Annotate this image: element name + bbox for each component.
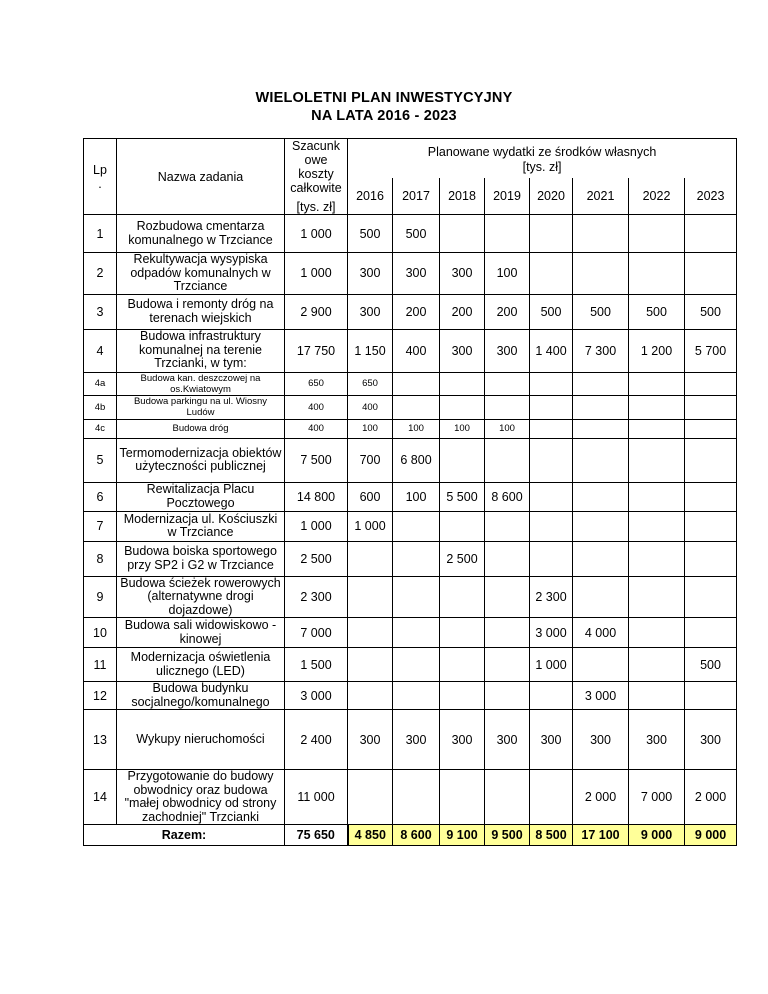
- row-value-2020: [530, 482, 573, 511]
- row-value-2023: [685, 541, 737, 576]
- row-value-2020: 500: [530, 294, 573, 329]
- table-row: [84, 576, 737, 618]
- row-value-2022: [629, 372, 685, 395]
- row-total-cost: 1 000: [285, 215, 348, 253]
- table-row: [84, 329, 737, 372]
- row-total-cost: 7 500: [285, 438, 348, 482]
- row-task-name: Przygotowanie do budowy obwodnicy oraz budowa "małej obwodnicy od strony zachodniej" Trzcianki: [117, 770, 285, 825]
- summary-value-2019: 9 500: [485, 825, 530, 846]
- row-task-name: Budowa dróg: [117, 419, 285, 438]
- row-value-2021: [573, 482, 629, 511]
- row-value-2019: [485, 541, 530, 576]
- row-total-cost: 400: [285, 395, 348, 419]
- row-value-2022: [629, 215, 685, 253]
- row-value-2016: 500: [348, 215, 393, 253]
- row-value-2020: [530, 253, 573, 295]
- row-lp: 1: [84, 215, 117, 253]
- row-value-2023: 500: [685, 648, 737, 682]
- row-value-2016: [348, 576, 393, 618]
- row-value-2023: [685, 253, 737, 295]
- row-value-2020: [530, 682, 573, 710]
- row-task-name: Budowa boiska sportowego przy SP2 i G2 w Trzciance: [117, 541, 285, 576]
- header-year-2016: 2016: [348, 178, 393, 214]
- row-value-2023: 300: [685, 710, 737, 770]
- row-task-name: Budowa i remonty dróg na terenach wiejskich: [117, 294, 285, 329]
- row-value-2021: [573, 648, 629, 682]
- row-value-2023: [685, 372, 737, 395]
- row-total-cost: 17 750: [285, 329, 348, 372]
- row-task-name: Rekultywacja wysypiska odpadów komunalnych w Trzciance: [117, 253, 285, 295]
- row-total-cost: 14 800: [285, 482, 348, 511]
- row-value-2017: [393, 395, 440, 419]
- row-value-2021: [573, 576, 629, 618]
- row-value-2021: [573, 511, 629, 541]
- row-value-2016: [348, 682, 393, 710]
- row-value-2019: [485, 511, 530, 541]
- header-total-l1: Szacunk: [292, 139, 340, 153]
- row-value-2018: 2 500: [440, 541, 485, 576]
- row-value-2016: 100: [348, 419, 393, 438]
- row-lp: 3: [84, 294, 117, 329]
- row-value-2019: 300: [485, 329, 530, 372]
- row-value-2018: 100: [440, 419, 485, 438]
- header-lp-dot: .: [98, 176, 102, 191]
- row-total-cost: 2 400: [285, 710, 348, 770]
- summary-total: 75 650: [285, 825, 348, 846]
- row-value-2023: 2 000: [685, 770, 737, 825]
- row-value-2022: [629, 648, 685, 682]
- row-value-2023: 500: [685, 294, 737, 329]
- table-row: [84, 395, 737, 419]
- row-value-2016: 1 000: [348, 511, 393, 541]
- row-value-2016: 650: [348, 372, 393, 395]
- row-total-cost: 2 300: [285, 576, 348, 618]
- row-value-2022: [629, 541, 685, 576]
- row-value-2023: [685, 438, 737, 482]
- row-task-name: Wykupy nieruchomości: [117, 710, 285, 770]
- document-title: WIELOLETNI PLAN INWESTYCYJNY: [255, 90, 513, 106]
- row-task-name: Rozbudowa cmentarza komunalnego w Trzciance: [117, 215, 285, 253]
- row-value-2023: [685, 395, 737, 419]
- row-value-2018: [440, 682, 485, 710]
- row-lp: 4b: [84, 395, 117, 419]
- row-value-2023: 5 700: [685, 329, 737, 372]
- header-year-2023: 2023: [685, 178, 737, 214]
- header-total-cost: [285, 139, 348, 215]
- row-value-2018: [440, 511, 485, 541]
- row-value-2016: [348, 541, 393, 576]
- row-value-2021: 7 300: [573, 329, 629, 372]
- row-value-2023: [685, 576, 737, 618]
- row-value-2022: [629, 682, 685, 710]
- row-value-2018: [440, 576, 485, 618]
- row-value-2021: 3 000: [573, 682, 629, 710]
- header-year-2018: 2018: [440, 178, 485, 214]
- row-value-2017: [393, 511, 440, 541]
- row-value-2017: [393, 618, 440, 648]
- row-lp: 13: [84, 710, 117, 770]
- row-value-2019: [485, 576, 530, 618]
- row-value-2018: [440, 618, 485, 648]
- row-value-2017: 6 800: [393, 438, 440, 482]
- table-row: [84, 648, 737, 682]
- header-total-l5: [tys. zł]: [296, 200, 336, 214]
- row-total-cost: 11 000: [285, 770, 348, 825]
- table-row: [84, 682, 737, 710]
- row-value-2020: 1 000: [530, 648, 573, 682]
- table-row: [84, 419, 737, 438]
- row-value-2016: [348, 618, 393, 648]
- row-task-name: Modernizacja ul. Kościuszki w Trzciance: [117, 511, 285, 541]
- row-task-name: Budowa infrastruktury komunalnej na terenie Trzcianki, w tym:: [117, 329, 285, 372]
- header-year-2020: 2020: [530, 178, 573, 214]
- row-value-2017: 300: [393, 710, 440, 770]
- row-value-2021: [573, 372, 629, 395]
- table-row: [84, 541, 737, 576]
- header-total-l4: całkowite: [290, 181, 342, 195]
- row-value-2019: 100: [485, 419, 530, 438]
- row-value-2019: [485, 770, 530, 825]
- row-value-2021: [573, 419, 629, 438]
- row-task-name: Budowa ścieżek rowerowych (alternatywne drogi dojazdowe): [117, 576, 285, 618]
- table-row: [84, 482, 737, 511]
- row-value-2019: [485, 438, 530, 482]
- row-value-2020: 300: [530, 710, 573, 770]
- row-value-2018: [440, 770, 485, 825]
- row-total-cost: 400: [285, 419, 348, 438]
- summary-value-2016: 4 850: [348, 825, 393, 846]
- row-value-2019: [485, 618, 530, 648]
- header-row-top: [84, 139, 737, 179]
- summary-value-2021: 17 100: [573, 825, 629, 846]
- row-value-2018: 300: [440, 253, 485, 295]
- row-lp: 10: [84, 618, 117, 648]
- header-planned-l1: Planowane wydatki ze środków własnych: [427, 144, 657, 159]
- row-value-2019: 100: [485, 253, 530, 295]
- summary-value-2023: 9 000: [685, 825, 737, 846]
- summary-row: [84, 825, 737, 846]
- row-lp: 2: [84, 253, 117, 295]
- row-value-2016: 600: [348, 482, 393, 511]
- row-value-2021: 4 000: [573, 618, 629, 648]
- row-value-2017: [393, 648, 440, 682]
- row-lp: 11: [84, 648, 117, 682]
- header-year-2019: 2019: [485, 178, 530, 214]
- header-lp-text: Lp: [93, 162, 107, 177]
- row-value-2019: 8 600: [485, 482, 530, 511]
- table-row: [84, 618, 737, 648]
- row-value-2018: 5 500: [440, 482, 485, 511]
- row-value-2019: [485, 648, 530, 682]
- row-lp: 4a: [84, 372, 117, 395]
- row-value-2023: [685, 215, 737, 253]
- row-value-2020: [530, 372, 573, 395]
- row-task-name: Budowa sali widowiskowo - kinowej: [117, 618, 285, 648]
- row-value-2018: 200: [440, 294, 485, 329]
- row-value-2022: [629, 482, 685, 511]
- row-value-2022: 1 200: [629, 329, 685, 372]
- row-value-2017: 100: [393, 482, 440, 511]
- row-value-2020: 2 300: [530, 576, 573, 618]
- row-value-2017: [393, 541, 440, 576]
- row-value-2020: [530, 215, 573, 253]
- row-total-cost: 3 000: [285, 682, 348, 710]
- row-value-2021: [573, 541, 629, 576]
- row-value-2020: [530, 511, 573, 541]
- row-value-2019: [485, 215, 530, 253]
- row-value-2016: [348, 770, 393, 825]
- row-lp: 12: [84, 682, 117, 710]
- row-value-2017: [393, 770, 440, 825]
- table-row: [84, 215, 737, 253]
- header-planned-l2: [tys. zł]: [522, 159, 562, 174]
- row-lp: 5: [84, 438, 117, 482]
- row-value-2016: 1 150: [348, 329, 393, 372]
- row-value-2020: [530, 438, 573, 482]
- table-row: [84, 372, 737, 395]
- row-value-2020: 1 400: [530, 329, 573, 372]
- row-value-2022: 300: [629, 710, 685, 770]
- row-value-2020: [530, 419, 573, 438]
- row-value-2019: 300: [485, 710, 530, 770]
- row-value-2017: [393, 372, 440, 395]
- row-total-cost: 7 000: [285, 618, 348, 648]
- header-year-2017: 2017: [393, 178, 440, 214]
- row-value-2018: [440, 395, 485, 419]
- row-value-2020: [530, 541, 573, 576]
- row-lp: 8: [84, 541, 117, 576]
- row-lp: 9: [84, 576, 117, 618]
- row-value-2021: 2 000: [573, 770, 629, 825]
- row-task-name: Modernizacja oświetlenia ulicznego (LED): [117, 648, 285, 682]
- row-value-2021: 500: [573, 294, 629, 329]
- row-value-2019: 200: [485, 294, 530, 329]
- row-value-2018: [440, 648, 485, 682]
- row-value-2022: 500: [629, 294, 685, 329]
- row-task-name: Termomodernizacja obiektów użyteczności publicznej: [117, 438, 285, 482]
- summary-value-2020: 8 500: [530, 825, 573, 846]
- row-task-name: Budowa budynku socjalnego/komunalnego: [117, 682, 285, 710]
- header-year-2022: 2022: [629, 178, 685, 214]
- summary-value-2018: 9 100: [440, 825, 485, 846]
- row-value-2021: 300: [573, 710, 629, 770]
- row-value-2017: 200: [393, 294, 440, 329]
- row-task-name: Budowa parkingu na ul. Wiosny Ludów: [117, 395, 285, 419]
- row-lp: 6: [84, 482, 117, 511]
- row-value-2017: 100: [393, 419, 440, 438]
- table-row: [84, 294, 737, 329]
- row-value-2023: [685, 682, 737, 710]
- row-value-2022: [629, 253, 685, 295]
- row-value-2017: 400: [393, 329, 440, 372]
- row-value-2016: 300: [348, 710, 393, 770]
- row-total-cost: 2 900: [285, 294, 348, 329]
- row-lp: 7: [84, 511, 117, 541]
- summary-label: Razem:: [84, 825, 285, 846]
- table-row: [84, 511, 737, 541]
- row-value-2022: [629, 419, 685, 438]
- row-value-2020: [530, 770, 573, 825]
- header-lp: [84, 139, 117, 215]
- table-row: [84, 770, 737, 825]
- row-value-2016: 400: [348, 395, 393, 419]
- row-value-2017: [393, 682, 440, 710]
- document-subtitle: NA LATA 2016 - 2023: [311, 108, 457, 124]
- row-value-2016: 300: [348, 253, 393, 295]
- row-value-2023: [685, 618, 737, 648]
- table-row: [84, 438, 737, 482]
- row-lp: 4: [84, 329, 117, 372]
- row-value-2018: 300: [440, 710, 485, 770]
- table-row: [84, 710, 737, 770]
- row-total-cost: 1 500: [285, 648, 348, 682]
- row-value-2022: [629, 395, 685, 419]
- row-task-name: Budowa kan. deszczowej na os.Kwiatowym: [117, 372, 285, 395]
- row-value-2019: [485, 372, 530, 395]
- row-value-2019: [485, 395, 530, 419]
- row-value-2018: [440, 372, 485, 395]
- row-value-2017: [393, 576, 440, 618]
- table-row: [84, 253, 737, 295]
- row-value-2021: [573, 395, 629, 419]
- row-value-2021: [573, 253, 629, 295]
- header-planned-spending: [348, 139, 737, 179]
- row-value-2016: 700: [348, 438, 393, 482]
- row-value-2022: [629, 576, 685, 618]
- row-value-2022: 7 000: [629, 770, 685, 825]
- row-value-2020: 3 000: [530, 618, 573, 648]
- row-lp: 4c: [84, 419, 117, 438]
- header-name: Nazwa zadania: [117, 139, 285, 215]
- row-value-2023: [685, 482, 737, 511]
- row-total-cost: 650: [285, 372, 348, 395]
- row-total-cost: 1 000: [285, 511, 348, 541]
- row-value-2021: [573, 215, 629, 253]
- row-value-2018: [440, 215, 485, 253]
- row-value-2019: [485, 682, 530, 710]
- summary-value-2022: 9 000: [629, 825, 685, 846]
- row-total-cost: 1 000: [285, 253, 348, 295]
- header-year-2021: 2021: [573, 178, 629, 214]
- header-total-l2: owe: [304, 153, 328, 167]
- summary-value-2017: 8 600: [393, 825, 440, 846]
- row-value-2017: 300: [393, 253, 440, 295]
- row-value-2022: [629, 438, 685, 482]
- row-value-2016: 300: [348, 294, 393, 329]
- row-lp: 14: [84, 770, 117, 825]
- row-value-2018: 300: [440, 329, 485, 372]
- row-value-2021: [573, 438, 629, 482]
- row-value-2023: [685, 511, 737, 541]
- row-value-2016: [348, 648, 393, 682]
- row-value-2023: [685, 419, 737, 438]
- row-value-2018: [440, 438, 485, 482]
- row-value-2017: 500: [393, 215, 440, 253]
- row-value-2020: [530, 395, 573, 419]
- header-total-l3: koszty: [298, 167, 334, 181]
- investment-plan-table: [83, 138, 737, 846]
- row-task-name: Rewitalizacja Placu Pocztowego: [117, 482, 285, 511]
- row-total-cost: 2 500: [285, 541, 348, 576]
- row-value-2022: [629, 511, 685, 541]
- row-value-2022: [629, 618, 685, 648]
